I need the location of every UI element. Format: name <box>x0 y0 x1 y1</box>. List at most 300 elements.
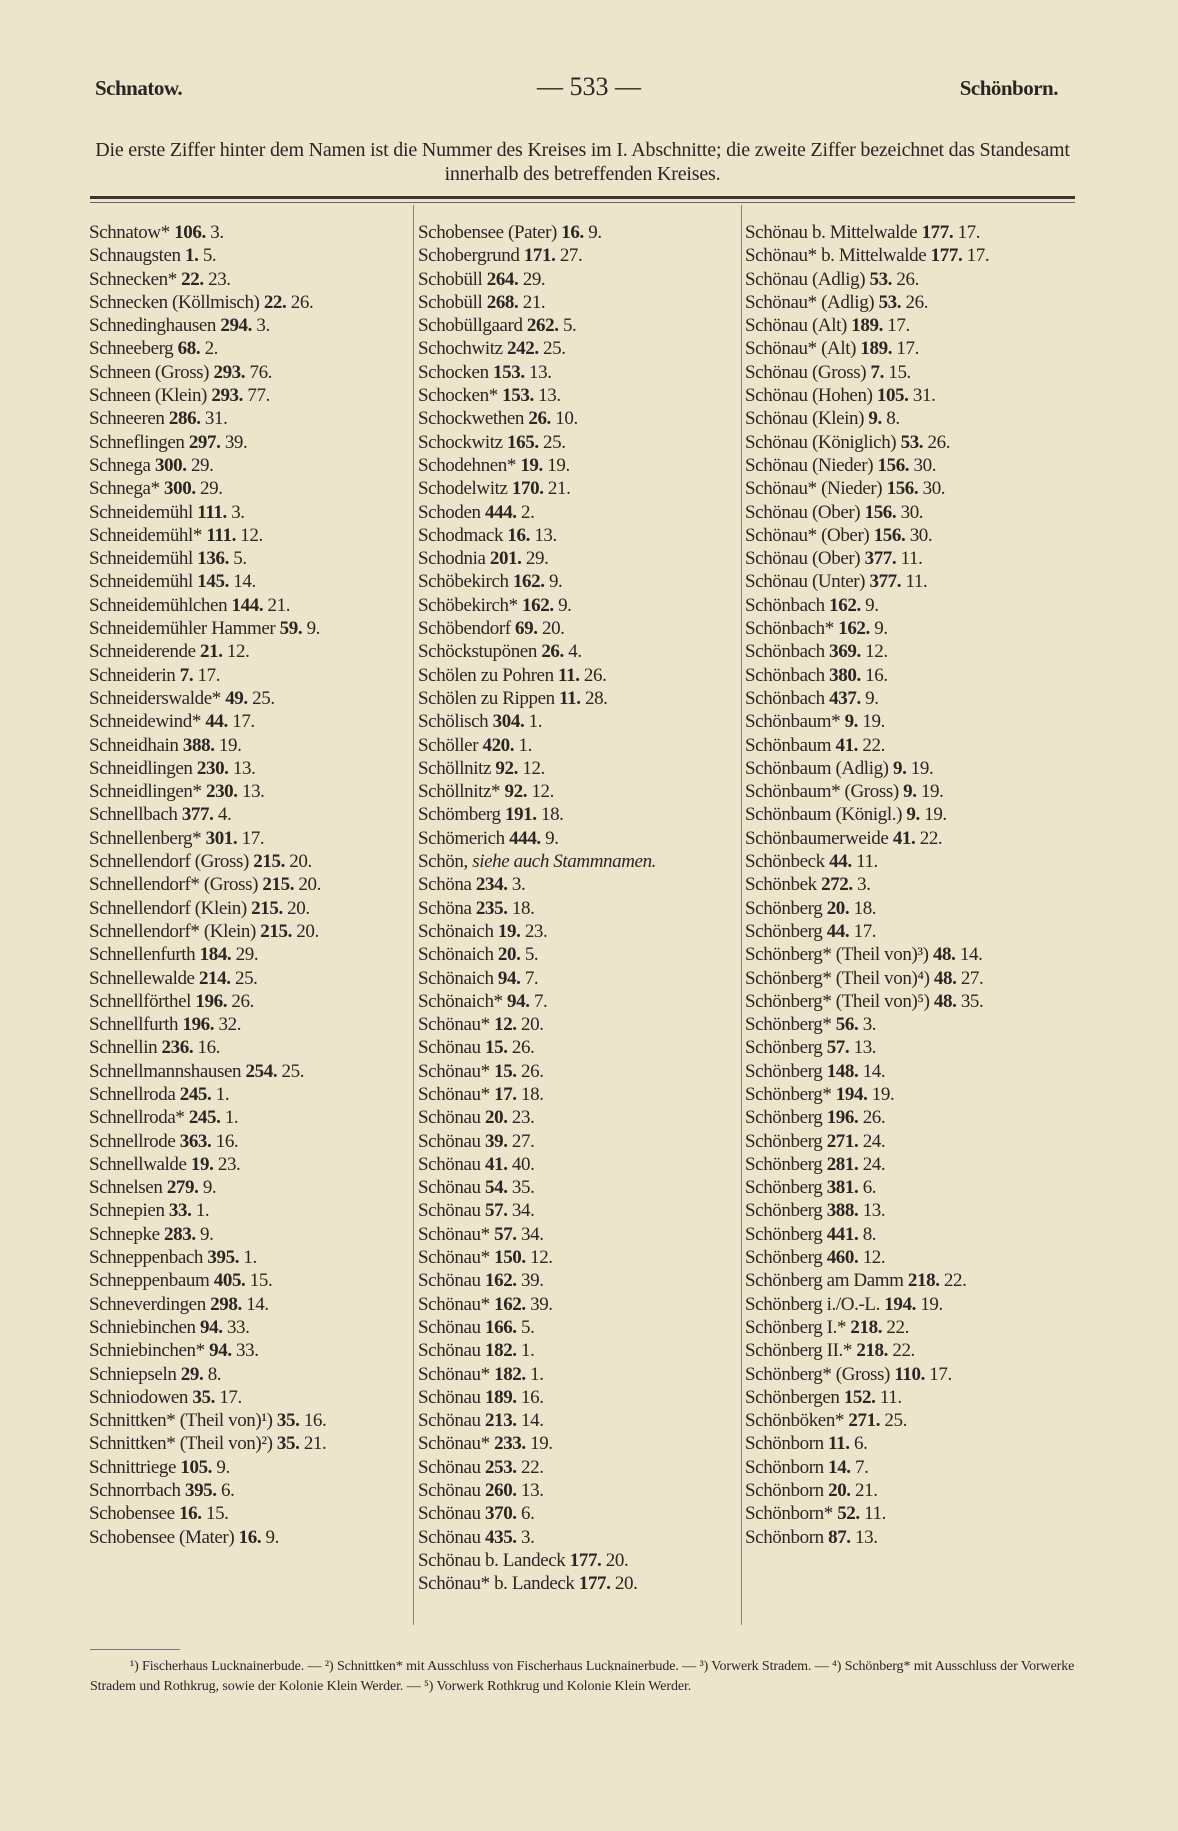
place-name: Schönau (Königlich) <box>745 431 897 453</box>
index-entry <box>745 640 1070 663</box>
index-entry <box>745 850 1070 873</box>
index-entry <box>89 1363 414 1386</box>
standesamt-number: 19. <box>218 734 242 756</box>
kreis-number: 54. <box>485 1177 508 1199</box>
kreis-number: 21. <box>200 641 223 663</box>
standesamt-number: 39. <box>530 1293 553 1315</box>
place-name: Schobüll <box>418 268 483 290</box>
kreis-number: 170. <box>511 478 544 500</box>
index-entry <box>418 617 743 640</box>
kreis-number: 189. <box>860 338 893 360</box>
place-name: Schneen (Klein) <box>89 385 207 407</box>
standesamt-number: 17. <box>929 1363 952 1385</box>
place-name: Schneidemühl <box>89 548 193 570</box>
index-entry <box>418 1363 743 1386</box>
index-entry <box>745 1432 1070 1455</box>
place-name: Schniebinchen <box>89 1316 196 1338</box>
place-name: Schnecken* <box>89 268 177 290</box>
index-entry <box>418 221 743 244</box>
standesamt-number: 39. <box>521 1270 544 1292</box>
kreis-number: 215. <box>251 897 283 919</box>
standesamt-number: 27. <box>511 1130 535 1152</box>
place-name: Schönberg <box>745 897 823 919</box>
kreis-number: 460. <box>826 1247 859 1269</box>
index-entry <box>745 431 1070 454</box>
standesamt-number: 5. <box>524 944 539 966</box>
place-name: Schneiderswalde* <box>89 687 221 709</box>
index-entry <box>745 943 1070 966</box>
standesamt-number: 21. <box>303 1433 327 1455</box>
place-name: Schöna <box>418 874 472 896</box>
index-entry <box>745 221 1070 244</box>
standesamt-number: 14. <box>959 944 983 966</box>
standesamt-number: 35. <box>960 990 984 1012</box>
place-name: Schönborn <box>745 1433 824 1455</box>
kreis-number: 177. <box>578 1573 611 1595</box>
index-entry <box>745 1130 1070 1153</box>
kreis-number: 110. <box>894 1363 925 1385</box>
place-name: Schönau <box>418 1316 481 1338</box>
index-entry <box>745 524 1070 547</box>
standesamt-number: 9. <box>588 222 602 243</box>
place-name: Schönborn <box>745 1456 824 1478</box>
standesamt-number: 11. <box>905 571 928 593</box>
index-entry <box>418 244 743 267</box>
standesamt-number: 9. <box>216 1456 230 1478</box>
standesamt-number: 8. <box>207 1363 222 1385</box>
standesamt-number: 22. <box>521 1456 544 1478</box>
place-name: Schneiderin <box>89 664 176 686</box>
standesamt-number: 1. <box>195 1200 210 1222</box>
kreis-number: 1. <box>185 245 199 267</box>
standesamt-number: 10. <box>555 408 578 430</box>
kreis-number: 156. <box>886 478 919 500</box>
header-rule <box>90 196 1075 199</box>
kreis-number: 59. <box>279 618 303 640</box>
index-entry <box>418 291 743 314</box>
place-name: Schöllnitz* <box>418 781 501 803</box>
place-name: Schönbaum* <box>745 711 841 733</box>
kreis-number: 9. <box>906 804 920 826</box>
index-entry <box>89 1176 414 1199</box>
kreis-number: 48. <box>933 967 957 989</box>
kreis-number: 189. <box>485 1386 517 1408</box>
standesamt-number: 13. <box>853 1037 877 1059</box>
kreis-number: 264. <box>486 268 519 290</box>
place-name: Schönbach* <box>745 618 834 640</box>
place-name: Schönaich <box>418 967 494 989</box>
index-entry <box>89 1526 414 1549</box>
standesamt-number: 19. <box>920 1293 943 1315</box>
standesamt-number: 27. <box>960 967 984 989</box>
place-name: Schobüll <box>418 291 483 313</box>
index-entry <box>89 221 414 244</box>
standesamt-number: 20. <box>614 1573 638 1595</box>
index-entry <box>89 454 414 477</box>
kreis-number: 381. <box>826 1177 859 1199</box>
place-name: Schneidemühlchen <box>89 594 228 616</box>
standesamt-number: 19. <box>862 711 885 733</box>
standesamt-number: 29. <box>200 478 223 500</box>
standesamt-number: 9. <box>558 594 572 616</box>
kreis-number: 106. <box>174 222 206 243</box>
standesamt-number: 13. <box>862 1200 886 1222</box>
kreis-number: 17. <box>494 1083 517 1105</box>
index-entry <box>89 337 414 360</box>
kreis-number: 196. <box>195 990 228 1012</box>
kreis-number: 57. <box>494 1223 517 1245</box>
index-entry <box>89 570 414 593</box>
place-name: Schneidlingen* <box>89 781 202 803</box>
kreis-number: 156. <box>864 501 897 523</box>
place-name: Schönau (Nieder) <box>745 454 874 476</box>
place-name: Schneidewind* <box>89 711 201 733</box>
index-entry <box>89 1199 414 1222</box>
kreis-number: 11. <box>828 1433 850 1455</box>
place-name: Schönberg <box>745 1177 823 1199</box>
kreis-number: 254. <box>245 1060 278 1082</box>
place-name: Schönau <box>418 1340 481 1362</box>
index-entry <box>745 873 1070 896</box>
kreis-number: 271. <box>826 1130 859 1152</box>
standesamt-number: 26. <box>511 1037 535 1059</box>
running-head-right: Schönborn. <box>959 76 1058 100</box>
index-entry <box>89 1502 414 1525</box>
kreis-number: 162. <box>512 571 545 593</box>
standesamt-number: 11. <box>900 548 923 570</box>
place-name: Schöllnitz <box>418 757 492 779</box>
standesamt-number: 6. <box>853 1433 868 1455</box>
standesamt-number: 15. <box>205 1503 229 1525</box>
standesamt-number: 25. <box>543 338 566 360</box>
standesamt-number: 26. <box>905 291 929 313</box>
kreis-number: 16. <box>179 1503 202 1525</box>
kreis-number: 444. <box>485 501 517 523</box>
place-name: Schönau* <box>418 1247 490 1269</box>
place-name: Schnellroda <box>89 1083 176 1105</box>
standesamt-number: 26. <box>290 291 314 313</box>
place-name: Schnaugsten <box>89 245 181 267</box>
standesamt-number: 7. <box>533 990 548 1012</box>
standesamt-number: 26. <box>521 1060 544 1082</box>
kreis-number: 15. <box>485 1037 508 1059</box>
place-name: Schön, <box>418 851 468 873</box>
place-name: Schneidlingen <box>89 757 193 779</box>
kreis-number: 153. <box>502 385 534 407</box>
page-number: — 533 — <box>537 72 641 101</box>
place-name: Schönau* b. Landeck <box>418 1573 575 1595</box>
place-name: Schönau* (Nieder) <box>745 478 883 500</box>
kreis-number: 215. <box>253 851 285 873</box>
standesamt-number: 19. <box>910 757 934 779</box>
kreis-number: 171. <box>523 245 556 267</box>
place-name: Schnellendorf (Klein) <box>89 897 247 919</box>
kreis-number: 420. <box>482 734 515 756</box>
standesamt-number: 21. <box>267 594 291 616</box>
place-name: Schodelwitz <box>418 478 508 500</box>
standesamt-number: 76. <box>249 361 273 383</box>
kreis-number: 230. <box>205 781 238 803</box>
standesamt-number: 16. <box>215 1130 239 1152</box>
standesamt-number: 9. <box>865 594 879 616</box>
kreis-number: 196. <box>826 1107 859 1129</box>
place-name: Schnorrbach <box>89 1480 181 1502</box>
place-name: Schönbach <box>745 641 825 663</box>
standesamt-number: 13. <box>538 385 561 407</box>
place-name: Schnellroda* <box>89 1107 185 1129</box>
kreis-number: 283. <box>164 1223 196 1245</box>
kreis-number: 22. <box>263 291 287 313</box>
place-name: Schöbekirch* <box>418 594 518 616</box>
standesamt-number: 23. <box>524 920 548 942</box>
place-name: Schönborn <box>745 1480 824 1502</box>
place-name: Schneen (Gross) <box>89 361 210 383</box>
kreis-number: 16. <box>507 524 530 546</box>
place-name: Schneidemühler Hammer <box>89 618 276 640</box>
kreis-number: 184. <box>199 944 232 966</box>
footnote-rule <box>90 1649 180 1650</box>
kreis-number: 235. <box>475 897 508 919</box>
kreis-number: 437. <box>829 687 861 709</box>
place-name: Schodmack <box>418 524 504 546</box>
place-name: Schönau <box>418 1526 481 1548</box>
standesamt-number: 21. <box>855 1480 878 1502</box>
kreis-number: 162. <box>829 594 861 616</box>
standesamt-number: 18. <box>853 897 877 919</box>
index-entry <box>89 1223 414 1246</box>
index-entry <box>418 1549 743 1572</box>
index-entry <box>745 407 1070 430</box>
standesamt-number: 34. <box>511 1200 535 1222</box>
kreis-number: 156. <box>877 454 910 476</box>
place-name: Schnellenberg* <box>89 827 202 849</box>
place-name: Schniodowen <box>89 1386 189 1408</box>
place-name: Schnelsen <box>89 1177 163 1199</box>
place-name: Schnellendorf (Gross) <box>89 851 249 873</box>
index-entry <box>89 780 414 803</box>
place-name: Schönau b. Mittelwalde <box>745 222 918 243</box>
index-entry <box>89 547 414 570</box>
place-name: Schönau* <box>418 1363 490 1385</box>
standesamt-number: 9. <box>865 687 879 709</box>
kreis-number: 182. <box>485 1340 517 1362</box>
kreis-number: 271. <box>848 1410 881 1432</box>
index-entry <box>418 734 743 757</box>
kreis-number: 196. <box>182 1014 215 1036</box>
place-name: Schönau <box>418 1107 481 1129</box>
kreis-number: 94. <box>200 1316 223 1338</box>
standesamt-number: 2. <box>521 501 535 523</box>
standesamt-number: 21. <box>547 478 571 500</box>
standesamt-number: 32. <box>218 1014 242 1036</box>
kreis-number: 35. <box>276 1410 300 1432</box>
index-entry <box>89 1106 414 1129</box>
place-name: Schocken <box>418 361 489 383</box>
place-name: Schönau <box>418 1410 481 1432</box>
standesamt-number: 40. <box>511 1153 535 1175</box>
kreis-number: 162. <box>838 618 870 640</box>
index-entry <box>418 757 743 780</box>
footnotes: ¹) Fischerhaus Lucknainerbude. — ²) Schnittken* mit Ausschluss von Fischerhaus Lucknainerbude. — ³) Vorwerk Stradem. — ⁴) Schönberg* mit Ausschluss der Vorwerke Stradem und Rothkrug, sowie der Kolonie Klein Werder. — ⁵) Vorwerk Rothkrug und Kolonie Klein Werder. <box>90 1659 1075 1694</box>
place-name: Schönau <box>418 1270 481 1292</box>
standesamt-number: 21. <box>522 291 546 313</box>
index-entry <box>418 850 743 873</box>
kreis-number: 298. <box>210 1293 242 1315</box>
kreis-number: 162. <box>494 1293 526 1315</box>
place-name: Schömerich <box>418 827 505 849</box>
kreis-number: 35. <box>192 1386 215 1408</box>
index-entry <box>745 1036 1070 1059</box>
kreis-number: 19. <box>190 1153 214 1175</box>
standesamt-number: 77. <box>247 385 270 407</box>
kreis-number: 435. <box>485 1526 517 1548</box>
index-entry <box>89 803 414 826</box>
kreis-number: 144. <box>231 594 264 616</box>
cross-reference: siehe auch Stammnamen. <box>472 851 657 873</box>
index-entry <box>418 1153 743 1176</box>
kreis-number: 297. <box>188 431 221 453</box>
kreis-number: 20. <box>826 897 850 919</box>
index-entry <box>418 1060 743 1083</box>
index-entry <box>745 477 1070 500</box>
index-entry <box>418 710 743 733</box>
index-column-3 <box>745 221 1070 1549</box>
index-entry <box>89 1339 414 1362</box>
place-name: Schodehnen* <box>418 454 516 476</box>
kreis-number: 56. <box>835 1014 859 1036</box>
place-name: Schnatow* <box>89 222 170 243</box>
index-column-2 <box>418 221 743 1596</box>
standesamt-number: 16. <box>521 1386 544 1408</box>
kreis-number: 41. <box>485 1153 508 1175</box>
standesamt-number: 25. <box>234 967 258 989</box>
place-name: Schnellbach <box>89 804 178 826</box>
index-entry <box>89 873 414 896</box>
index-entry <box>745 780 1070 803</box>
place-name: Schnellförthel <box>89 990 192 1012</box>
place-name: Schönberg am Damm <box>745 1270 904 1292</box>
place-name: Schönau* (Alt) <box>745 338 857 360</box>
index-entry <box>418 431 743 454</box>
index-entry <box>745 1176 1070 1199</box>
place-name: Schönbeck <box>745 851 825 873</box>
kreis-number: 152. <box>843 1386 876 1408</box>
index-entry <box>745 1246 1070 1269</box>
index-entry <box>418 1130 743 1153</box>
kreis-number: 234. <box>475 874 508 896</box>
index-entry <box>745 734 1070 757</box>
kreis-number: 268. <box>486 291 519 313</box>
kreis-number: 189. <box>851 315 883 337</box>
standesamt-number: 8. <box>886 408 900 430</box>
place-name: Schönberg i./O.-L. <box>745 1293 880 1315</box>
index-entry <box>89 1432 414 1455</box>
index-entry <box>745 1083 1070 1106</box>
kreis-number: 377. <box>869 571 902 593</box>
index-entry <box>418 1293 743 1316</box>
index-entry <box>418 268 743 291</box>
index-entry <box>418 1502 743 1525</box>
index-entry <box>418 384 743 407</box>
index-entry <box>745 1363 1070 1386</box>
kreis-number: 215. <box>262 874 295 896</box>
kreis-number: 20. <box>828 1480 851 1502</box>
kreis-number: 405. <box>213 1270 246 1292</box>
kreis-number: 16. <box>561 222 584 243</box>
index-entry <box>418 873 743 896</box>
standesamt-number: 14. <box>233 571 256 593</box>
index-entry <box>418 524 743 547</box>
standesamt-number: 20. <box>605 1549 629 1571</box>
standesamt-number: 2. <box>204 338 219 360</box>
place-name: Schönbergen <box>745 1386 840 1408</box>
kreis-number: 242. <box>507 338 539 360</box>
header-rule-thin <box>90 202 1075 203</box>
standesamt-number: 29. <box>235 944 259 966</box>
index-entry <box>418 1386 743 1409</box>
index-entry <box>89 407 414 430</box>
index-entry <box>418 920 743 943</box>
standesamt-number: 31. <box>204 408 228 430</box>
place-name: Schnellewalde <box>89 967 195 989</box>
standesamt-number: 16. <box>303 1410 327 1432</box>
place-name: Schniepseln <box>89 1363 177 1385</box>
index-entry <box>745 1223 1070 1246</box>
kreis-number: 41. <box>892 827 916 849</box>
place-name: Schönaich* <box>418 990 503 1012</box>
place-name: Schnellfurth <box>89 1014 179 1036</box>
place-name: Schöckstupönen <box>418 641 537 663</box>
index-entry <box>745 570 1070 593</box>
index-entry <box>745 687 1070 710</box>
standesamt-number: 26. <box>583 664 607 686</box>
kreis-number: 44. <box>826 920 850 942</box>
place-name: Schönau* <box>418 1293 490 1315</box>
place-name: Schnecken (Köllmisch) <box>89 291 260 313</box>
standesamt-number: 20. <box>298 874 321 896</box>
index-entry <box>89 268 414 291</box>
kreis-number: 194. <box>835 1083 868 1105</box>
kreis-number: 111. <box>206 524 236 546</box>
standesamt-number: 9. <box>548 571 563 593</box>
place-name: Schönau (Unter) <box>745 571 866 593</box>
kreis-number: 162. <box>522 594 554 616</box>
place-name: Schönau b. Landeck <box>418 1549 566 1571</box>
index-entry <box>418 314 743 337</box>
kreis-number: 105. <box>180 1456 213 1478</box>
place-name: Schochwitz <box>418 338 503 360</box>
place-name: Schniebinchen* <box>89 1340 205 1362</box>
index-entry <box>418 1526 743 1549</box>
kreis-number: 69. <box>515 618 538 640</box>
index-entry <box>89 431 414 454</box>
kreis-number: 213. <box>485 1410 517 1432</box>
place-name: Schönberg <box>745 1130 823 1152</box>
kreis-number: 245. <box>188 1107 221 1129</box>
standesamt-number: 17. <box>896 338 919 360</box>
index-entry <box>745 1502 1070 1525</box>
kreis-number: 148. <box>826 1060 859 1082</box>
index-entry <box>418 1479 743 1502</box>
index-entry <box>745 990 1070 1013</box>
index-entry <box>745 803 1070 826</box>
index-entry <box>89 757 414 780</box>
place-name: Schönberg <box>745 1153 823 1175</box>
place-name: Schönberg <box>745 920 823 942</box>
index-entry <box>418 337 743 360</box>
place-name: Schneidemühl <box>89 501 193 523</box>
index-entry <box>745 1106 1070 1129</box>
